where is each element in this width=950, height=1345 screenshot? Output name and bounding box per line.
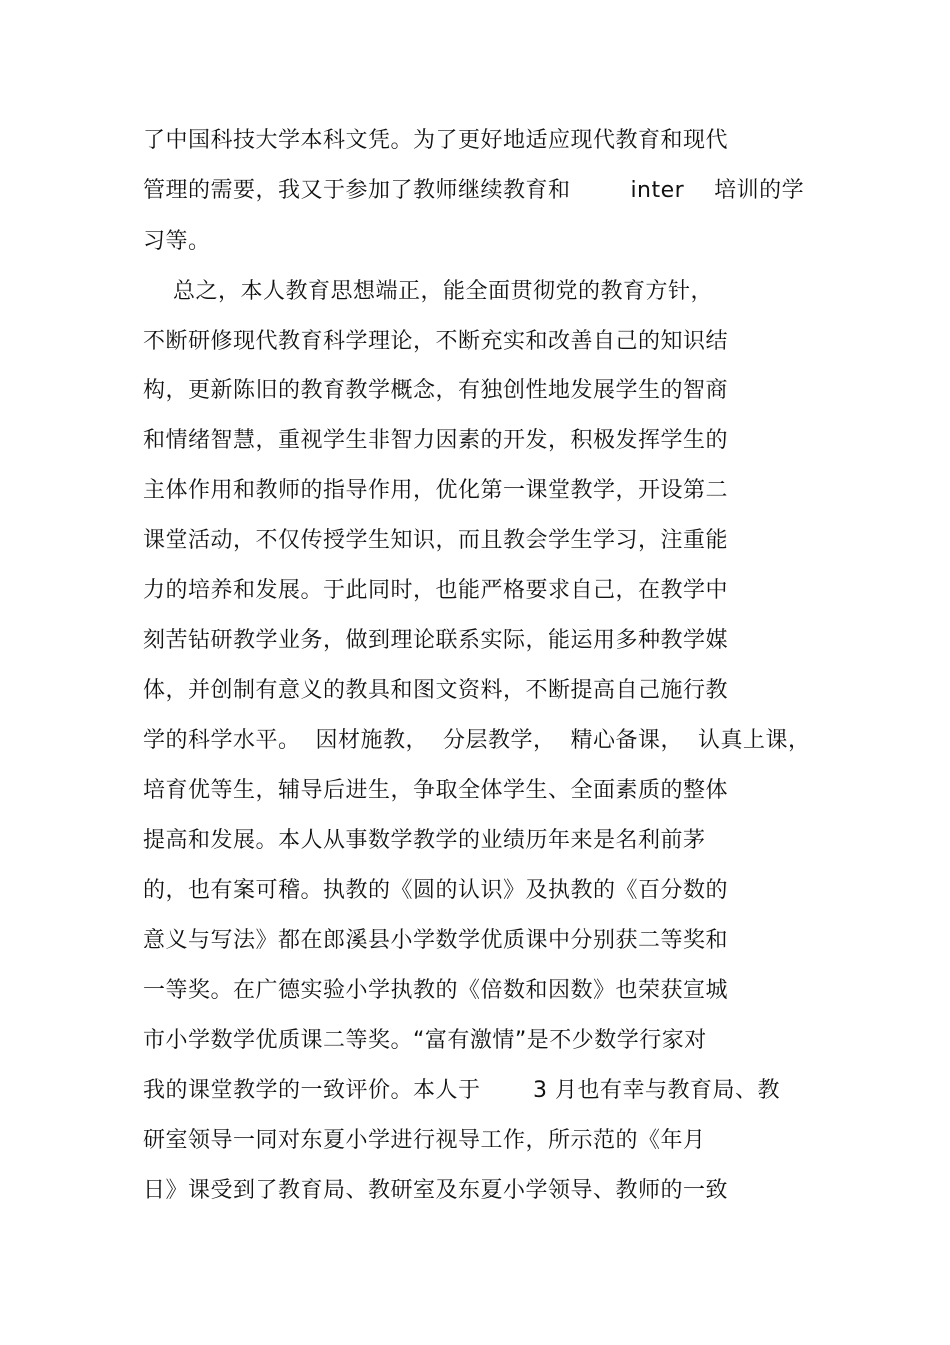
- text-line: 了中国科技大学本科文凭。为了更好地适应现代教育和现代: [143, 128, 729, 153]
- text-line: 学的科学水平。 因材施教， 分层教学， 精心备课， 认真上课，: [143, 728, 811, 753]
- text-line: 管理的需要，我又于参加了教师继续教育和 inter 培训的学: [143, 178, 805, 203]
- text-line: 主体作用和教师的指导作用，优化第一课堂教学，开设第二: [143, 478, 729, 503]
- text-line: 提高和发展。本人从事数学教学的业绩历年来是名利前茅: [143, 828, 706, 853]
- text-line: 总之，本人教育思想端正，能全面贯彻党的教育方针，: [143, 279, 713, 304]
- text-line: 体，并创制有意义的教具和图文资料，不断提高自己施行教: [143, 678, 729, 703]
- text-line: 刻苦钻研教学业务，做到理论联系实际，能运用多种教学媒: [143, 628, 729, 653]
- text-line: 培育优等生，辅导后进生，争取全体学生、全面素质的整体: [143, 778, 729, 803]
- text-line: 构，更新陈旧的教育教学概念，有独创性地发展学生的智商: [143, 378, 729, 403]
- text-line: 研室领导一同对东夏小学进行视导工作，所示范的《年月: [143, 1128, 706, 1153]
- text-line: 习等。: [143, 229, 211, 254]
- text-line: 我的课堂教学的一致评价。本人于 3 月也有幸与教育局、教: [143, 1078, 780, 1103]
- text-line: 不断研修现代教育科学理论，不断充实和改善自己的知识结: [143, 329, 729, 354]
- text-line: 力的培养和发展。于此同时，也能严格要求自己，在教学中: [143, 578, 729, 603]
- text-line: 课堂活动，不仅传授学生知识，而且教会学生学习，注重能: [143, 528, 729, 553]
- text-line: 市小学数学优质课二等奖。“富有激情”是不少数学行家对: [143, 1028, 707, 1053]
- text-line: 一等奖。在广德实验小学执教的《倍数和因数》也荣获宣城: [143, 978, 729, 1003]
- text-line: 意义与写法》都在郎溪县小学数学优质课中分别获二等奖和: [143, 928, 729, 953]
- text-line: 日》课受到了教育局、教研室及东夏小学领导、教师的一致: [143, 1178, 729, 1203]
- text-line: 的，也有案可稽。执教的《圆的认识》及执教的《百分数的: [143, 878, 729, 903]
- text-line: 和情绪智慧，重视学生非智力因素的开发，积极发挥学生的: [143, 428, 729, 453]
